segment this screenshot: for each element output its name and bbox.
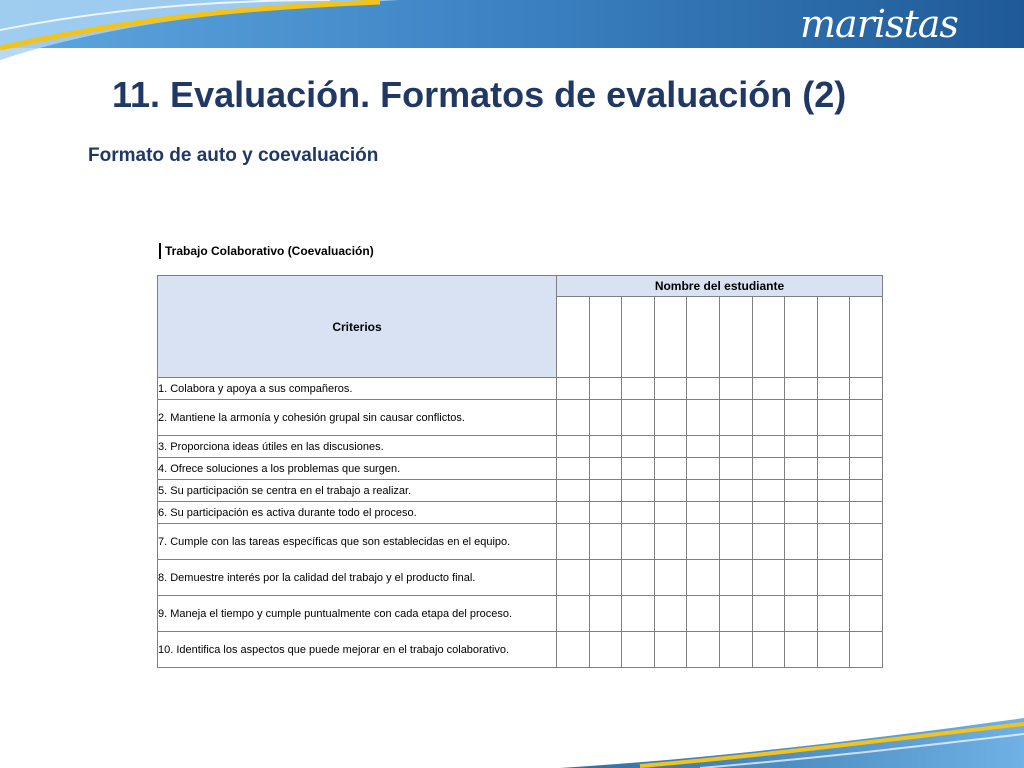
criteria-header: Criterios — [158, 276, 557, 378]
rating-cell[interactable] — [589, 480, 622, 502]
rating-cell[interactable] — [719, 596, 752, 632]
rating-cell[interactable] — [557, 458, 590, 480]
rating-cell[interactable] — [654, 458, 687, 480]
rating-cell[interactable] — [622, 596, 655, 632]
rating-cell[interactable] — [654, 400, 687, 436]
rating-cell[interactable] — [719, 458, 752, 480]
student-name-cell[interactable] — [719, 297, 752, 378]
rating-cell[interactable] — [557, 436, 590, 458]
coevaluation-table — [157, 275, 883, 668]
rating-cell[interactable] — [817, 458, 850, 480]
rating-cell[interactable] — [589, 524, 622, 560]
rating-cell[interactable] — [687, 480, 720, 502]
criterion-label: 3. Proporciona ideas útiles en las discusiones. — [158, 436, 557, 458]
rating-cell[interactable] — [557, 524, 590, 560]
rating-cell[interactable] — [719, 560, 752, 596]
rating-cell[interactable] — [850, 400, 883, 436]
rating-cell[interactable] — [622, 400, 655, 436]
criterion-label: 10. Identifica los aspectos que puede mejorar en el trabajo colaborativo. — [158, 632, 557, 668]
rating-cell[interactable] — [557, 480, 590, 502]
rating-cell[interactable] — [752, 400, 785, 436]
rating-cell[interactable] — [557, 560, 590, 596]
student-name-cell[interactable] — [752, 297, 785, 378]
rating-cell[interactable] — [687, 524, 720, 560]
criterion-row — [158, 436, 883, 458]
rating-cell[interactable] — [850, 502, 883, 524]
rating-cell[interactable] — [817, 502, 850, 524]
rating-cell[interactable] — [719, 378, 752, 400]
rating-cell[interactable] — [785, 524, 818, 560]
rating-cell[interactable] — [719, 480, 752, 502]
rating-cell[interactable] — [687, 458, 720, 480]
rating-cell[interactable] — [654, 632, 687, 668]
rating-cell[interactable] — [817, 524, 850, 560]
rating-cell[interactable] — [622, 458, 655, 480]
criterion-row — [158, 480, 883, 502]
rating-cell[interactable] — [654, 480, 687, 502]
student-name-header: Nombre del estudiante — [557, 276, 883, 297]
rating-cell[interactable] — [589, 458, 622, 480]
rating-cell[interactable] — [589, 560, 622, 596]
student-name-cell[interactable] — [557, 297, 590, 378]
rating-cell[interactable] — [850, 632, 883, 668]
rating-cell[interactable] — [785, 502, 818, 524]
rating-cell[interactable] — [687, 400, 720, 436]
rating-cell[interactable] — [817, 436, 850, 458]
rating-cell[interactable] — [654, 524, 687, 560]
rating-cell[interactable] — [622, 632, 655, 668]
criteria-body — [158, 378, 883, 668]
criterion-row — [158, 524, 883, 560]
rating-cell[interactable] — [817, 596, 850, 632]
footer-band — [0, 718, 1024, 768]
rating-cell[interactable] — [557, 596, 590, 632]
criterion-label: 1. Colabora y apoya a sus compañeros. — [158, 378, 557, 400]
rating-cell[interactable] — [622, 436, 655, 458]
rating-cell[interactable] — [850, 480, 883, 502]
rating-cell[interactable] — [719, 436, 752, 458]
rating-cell[interactable] — [752, 502, 785, 524]
criterion-row — [158, 378, 883, 400]
rating-cell[interactable] — [785, 400, 818, 436]
student-name-cell[interactable] — [654, 297, 687, 378]
rating-cell[interactable] — [817, 400, 850, 436]
rating-cell[interactable] — [817, 378, 850, 400]
rating-cell[interactable] — [687, 632, 720, 668]
student-name-cell[interactable] — [687, 297, 720, 378]
rating-cell[interactable] — [785, 436, 818, 458]
criterion-row — [158, 400, 883, 436]
rating-cell[interactable] — [817, 632, 850, 668]
slide-title: 11. Evaluación. Formatos de evaluación (2) — [112, 74, 847, 115]
rating-cell[interactable] — [589, 632, 622, 668]
rating-cell[interactable] — [589, 378, 622, 400]
criterion-label: 9. Maneja el tiempo y cumple puntualmente con cada etapa del proceso. — [158, 596, 557, 632]
criterion-row — [158, 560, 883, 596]
student-name-cell[interactable] — [817, 297, 850, 378]
rating-cell[interactable] — [687, 560, 720, 596]
criterion-label: 8. Demuestre interés por la calidad del trabajo y el producto final. — [158, 560, 557, 596]
rating-cell[interactable] — [817, 560, 850, 596]
rating-cell[interactable] — [654, 596, 687, 632]
criterion-row — [158, 596, 883, 632]
rating-cell[interactable] — [687, 378, 720, 400]
rating-cell[interactable] — [654, 378, 687, 400]
rating-cell[interactable] — [687, 596, 720, 632]
rating-cell[interactable] — [622, 480, 655, 502]
rating-cell[interactable] — [785, 378, 818, 400]
rating-cell[interactable] — [557, 400, 590, 436]
rating-cell[interactable] — [622, 378, 655, 400]
student-name-cell[interactable] — [622, 297, 655, 378]
rating-cell[interactable] — [850, 560, 883, 596]
rating-cell[interactable] — [817, 480, 850, 502]
criterion-row — [158, 632, 883, 668]
rating-cell[interactable] — [589, 436, 622, 458]
rating-cell[interactable] — [589, 400, 622, 436]
rating-cell[interactable] — [752, 560, 785, 596]
criterion-row — [158, 458, 883, 480]
rating-cell[interactable] — [752, 596, 785, 632]
rating-cell[interactable] — [752, 632, 785, 668]
student-name-cell[interactable] — [850, 297, 883, 378]
criterion-label: 7. Cumple con las tareas específicas que son establecidas en el equipo. — [158, 524, 557, 560]
rating-cell[interactable] — [752, 480, 785, 502]
rating-cell[interactable] — [785, 458, 818, 480]
rating-cell[interactable] — [752, 458, 785, 480]
rating-cell[interactable] — [654, 502, 687, 524]
rating-cell[interactable] — [654, 436, 687, 458]
rating-cell[interactable] — [557, 502, 590, 524]
rating-cell[interactable] — [850, 524, 883, 560]
rating-cell[interactable] — [850, 378, 883, 400]
student-name-cell[interactable] — [589, 297, 622, 378]
student-name-cell[interactable] — [785, 297, 818, 378]
rating-cell[interactable] — [719, 502, 752, 524]
rating-cell[interactable] — [654, 560, 687, 596]
table-caption: Trabajo Colaborativo (Coevaluación) — [159, 243, 374, 259]
rating-cell[interactable] — [622, 502, 655, 524]
criterion-label: 5. Su participación se centra en el trabajo a realizar. — [158, 480, 557, 502]
rating-cell[interactable] — [752, 378, 785, 400]
criterion-label: 6. Su participación es activa durante todo el proceso. — [158, 502, 557, 524]
rating-cell[interactable] — [850, 436, 883, 458]
maristas-logo: maristas — [800, 2, 958, 46]
rating-cell[interactable] — [589, 596, 622, 632]
rating-cell[interactable] — [785, 480, 818, 502]
rating-cell[interactable] — [622, 560, 655, 596]
criterion-label: 4. Ofrece soluciones a los problemas que surgen. — [158, 458, 557, 480]
rating-cell[interactable] — [850, 458, 883, 480]
rating-cell[interactable] — [850, 596, 883, 632]
rating-cell[interactable] — [785, 632, 818, 668]
rating-cell[interactable] — [785, 596, 818, 632]
rating-cell[interactable] — [687, 502, 720, 524]
criterion-label: 2. Mantiene la armonía y cohesión grupal sin causar conflictos. — [158, 400, 557, 436]
rating-cell[interactable] — [687, 436, 720, 458]
rating-cell[interactable] — [622, 524, 655, 560]
rating-cell[interactable] — [719, 400, 752, 436]
rating-cell[interactable] — [589, 502, 622, 524]
rating-cell[interactable] — [752, 436, 785, 458]
rating-cell[interactable] — [785, 560, 818, 596]
rating-cell[interactable] — [557, 632, 590, 668]
rating-cell[interactable] — [719, 524, 752, 560]
slide-subtitle: Formato de auto y coevaluación — [88, 145, 379, 166]
rating-cell[interactable] — [719, 632, 752, 668]
rating-cell[interactable] — [752, 524, 785, 560]
rating-cell[interactable] — [557, 378, 590, 400]
criterion-row — [158, 502, 883, 524]
